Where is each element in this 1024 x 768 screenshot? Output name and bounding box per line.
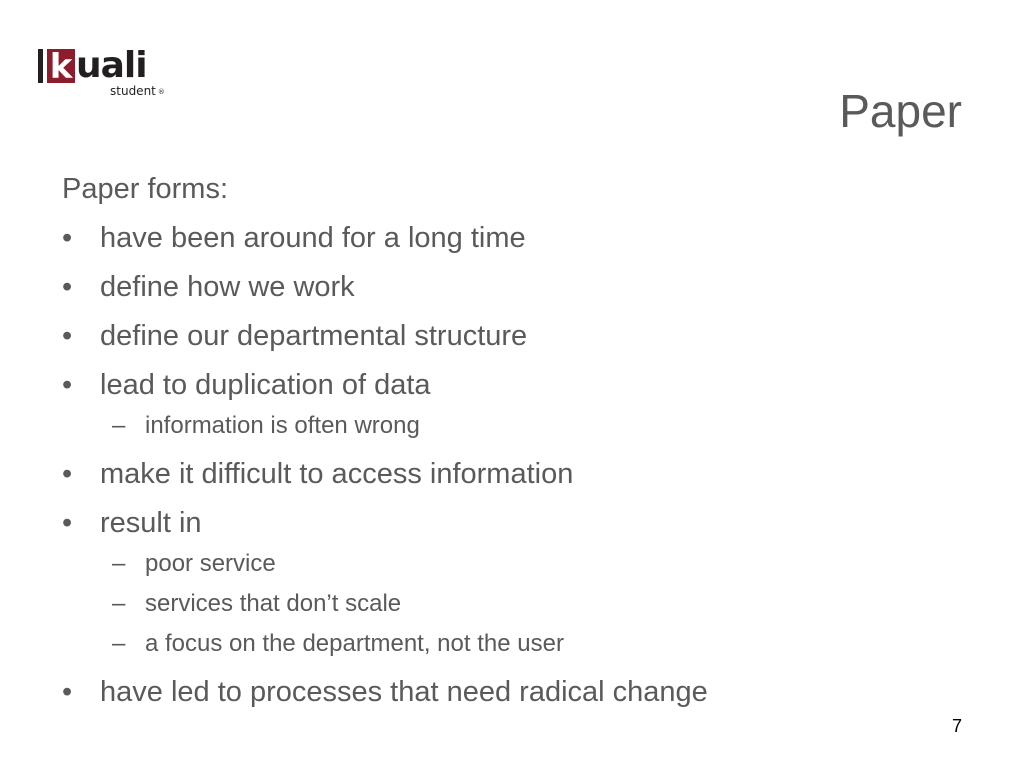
slide-title: Paper	[839, 85, 962, 137]
bullet-mark: •	[62, 676, 73, 708]
logo-subtitle	[110, 84, 165, 98]
sub-bullet-item	[62, 406, 962, 453]
logo-wordmark	[38, 46, 147, 86]
bullet-item	[62, 315, 962, 364]
slide-body	[62, 168, 962, 720]
dash-mark: –	[112, 412, 126, 439]
bullet-mark: •	[62, 222, 73, 254]
sub-bullet-item	[62, 544, 962, 584]
bullet-text: result in	[100, 507, 202, 539]
bullet-item	[62, 217, 962, 266]
bullet-text: define our departmental structure	[100, 320, 528, 352]
logo-wordmark-text: uali	[76, 45, 147, 86]
dash-mark: –	[112, 550, 126, 577]
bullet-mark: •	[62, 507, 73, 539]
bullet-item	[62, 671, 962, 720]
sub-bullet-item	[62, 624, 962, 671]
registered-mark: ®	[157, 88, 165, 96]
logo-bar	[38, 49, 43, 83]
bullet-mark: •	[62, 369, 73, 401]
sub-bullet-text: services that don’t scale	[145, 590, 402, 617]
logo-subtitle-text: student	[110, 84, 156, 98]
sub-bullet-text: a focus on the department, not the user	[145, 630, 564, 657]
bullet-item	[62, 453, 962, 502]
bullet-mark: •	[62, 458, 73, 490]
bullet-text: make it difficult to access information	[100, 458, 574, 490]
bullet-mark: •	[62, 271, 73, 303]
intro-text: Paper forms:	[62, 173, 228, 205]
bullet-text: have been around for a long time	[100, 222, 526, 254]
page-number: 7	[951, 716, 962, 736]
bullet-mark: •	[62, 320, 73, 352]
sub-bullet-text: poor service	[145, 550, 276, 577]
bullet-text: have led to processes that need radical change	[100, 676, 708, 708]
sub-bullet-item	[62, 584, 962, 624]
dash-mark: –	[112, 590, 126, 617]
bullet-text: define how we work	[100, 271, 355, 303]
bullet-item	[62, 266, 962, 315]
kuali-student-logo	[38, 46, 188, 102]
logo-k-block: k	[47, 49, 75, 83]
bullet-text: lead to duplication of data	[100, 369, 431, 401]
sub-bullet-text: information is often wrong	[145, 412, 420, 439]
dash-mark: –	[112, 630, 126, 657]
